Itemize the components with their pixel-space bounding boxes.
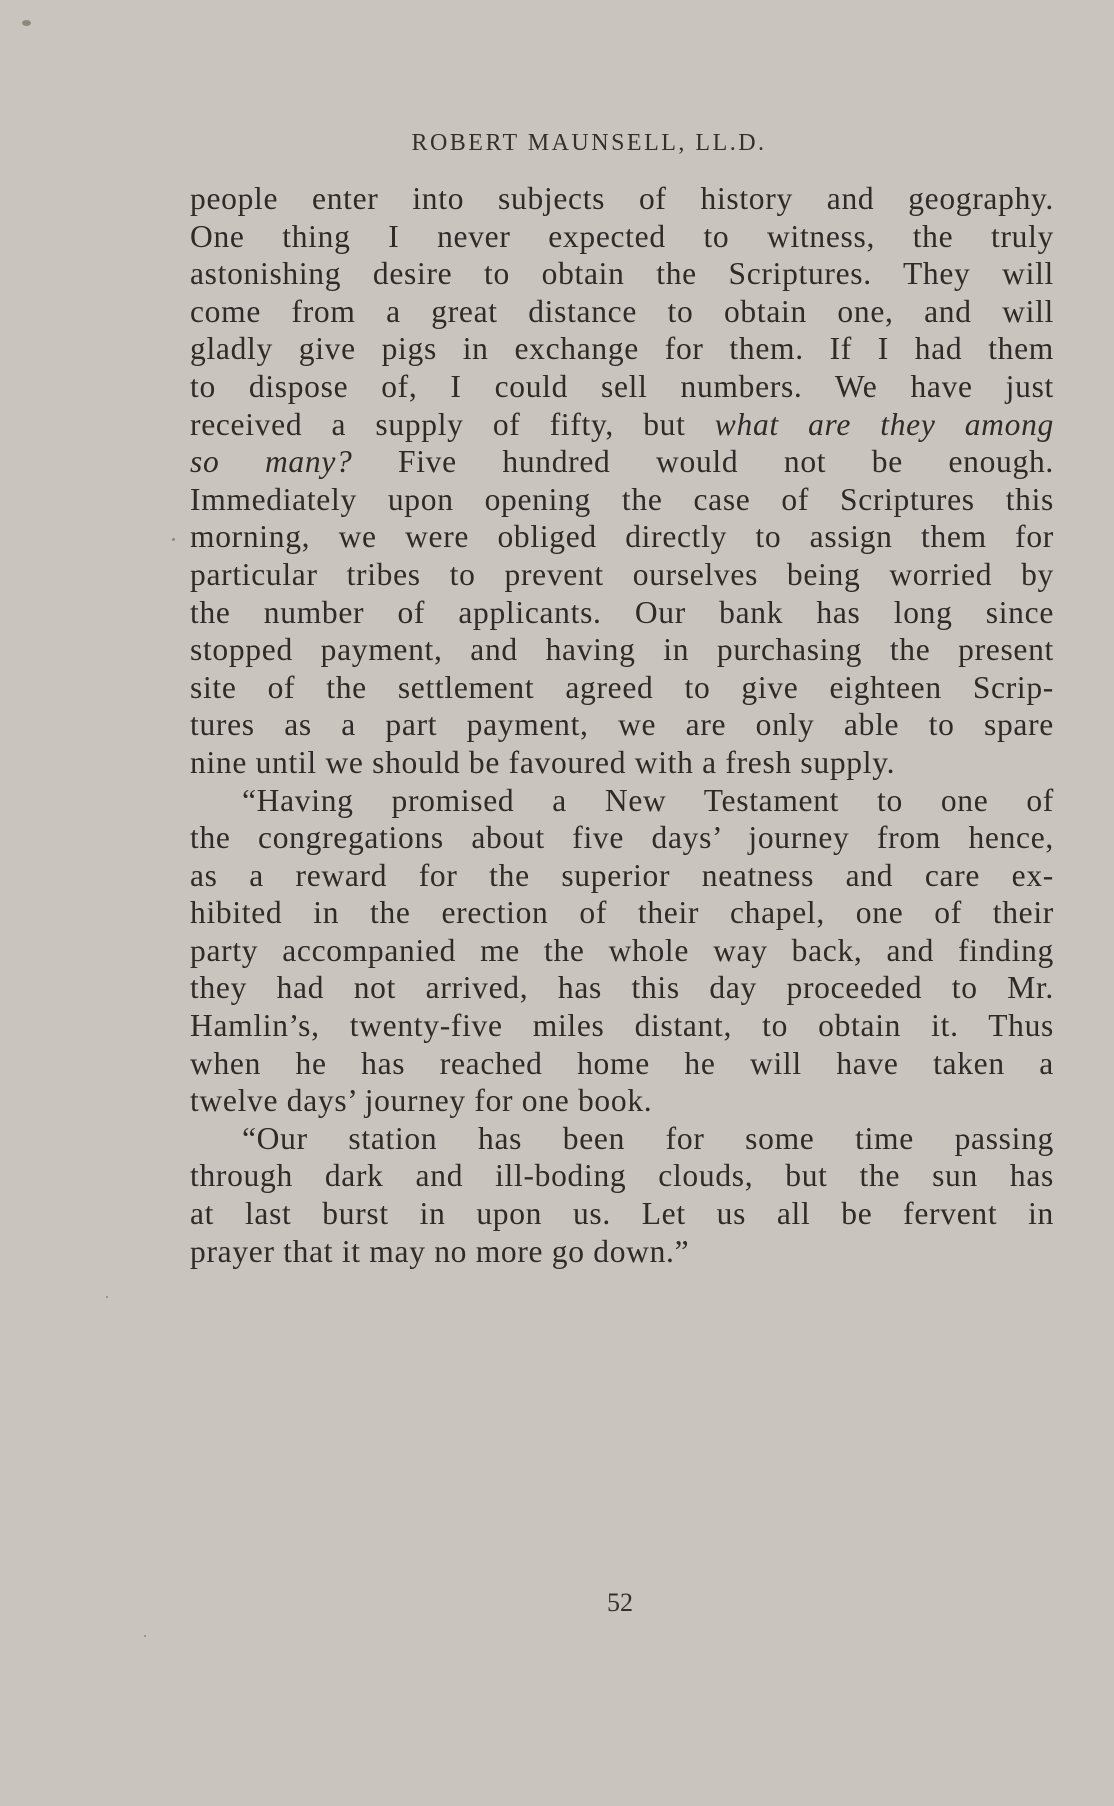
text-line-mixed (190, 406, 1054, 444)
page-number: 52 (607, 1588, 633, 1617)
text-line: come from a great distance to obtain one, and will (190, 293, 1054, 329)
text-line-mixed (190, 443, 1054, 481)
text-line: twelve days’ journey for one book. (190, 1083, 653, 1119)
text-line: party accompanied me the whole way back, and finding (190, 932, 1054, 968)
text-line: astonishing desire to obtain the Scriptures. They will (190, 256, 1054, 292)
text-segment: received a supply of fifty, but (190, 406, 686, 442)
paper-blemish (144, 1635, 146, 1637)
paper-blemish (106, 1296, 108, 1298)
body-text (190, 180, 1054, 1270)
text-line: they had not arrived, has this day proceeded to Mr. (190, 970, 1054, 1006)
italic-text: so many? (190, 444, 353, 480)
text-line: gladly give pigs in exchange for them. If I had them (190, 331, 1054, 367)
text-line: the number of applicants. Our bank has long since (190, 594, 1054, 630)
text-line: Immediately upon opening the case of Scriptures this (190, 481, 1054, 517)
text-segment: Five hundred would not be enough. (398, 444, 1054, 480)
paper-blemish (22, 20, 31, 26)
text-line: morning, we were obliged directly to assign them for (190, 519, 1054, 555)
text-line: through dark and ill-boding clouds, but the sun has (190, 1158, 1054, 1194)
text-line: people enter into subjects of history and geography. (190, 181, 1054, 216)
text-line: site of the settlement agreed to give eighteen Scrip- (190, 669, 1054, 705)
text-line: particular tribes to prevent ourselves being worried by (190, 556, 1054, 592)
italic-text: what are they among (714, 406, 1054, 442)
text-line: prayer that it may no more go down.” (190, 1233, 690, 1269)
text-line: One thing I never expected to witness, the truly (190, 218, 1054, 254)
text-line: when he has reached home he will have taken a (190, 1045, 1054, 1081)
text-line: to dispose of, I could sell numbers. We have just (190, 368, 1054, 404)
text-line: at last burst in upon us. Let us all be fervent in (190, 1196, 1054, 1232)
text-line: stopped payment, and having in purchasing the present (190, 632, 1054, 668)
paragraph-start-line: “Our station has been for some time passing (242, 1120, 1054, 1156)
paper-blemish (172, 538, 175, 541)
text-line: hibited in the erection of their chapel, one of their (190, 895, 1054, 931)
text-line: as a reward for the superior neatness and care ex- (190, 857, 1054, 893)
text-line: the congregations about five days’ journey from hence, (190, 820, 1054, 856)
text-line: nine until we should be favoured with a fresh supply. (190, 744, 896, 780)
running-head: ROBERT MAUNSELL, LL.D. (411, 130, 767, 156)
paragraph-start-line: “Having promised a New Testament to one of (242, 782, 1054, 818)
text-line: Hamlin’s, twenty-five miles distant, to obtain it. Thus (190, 1008, 1054, 1044)
text-line: tures as a part payment, we are only able to spare (190, 707, 1054, 743)
